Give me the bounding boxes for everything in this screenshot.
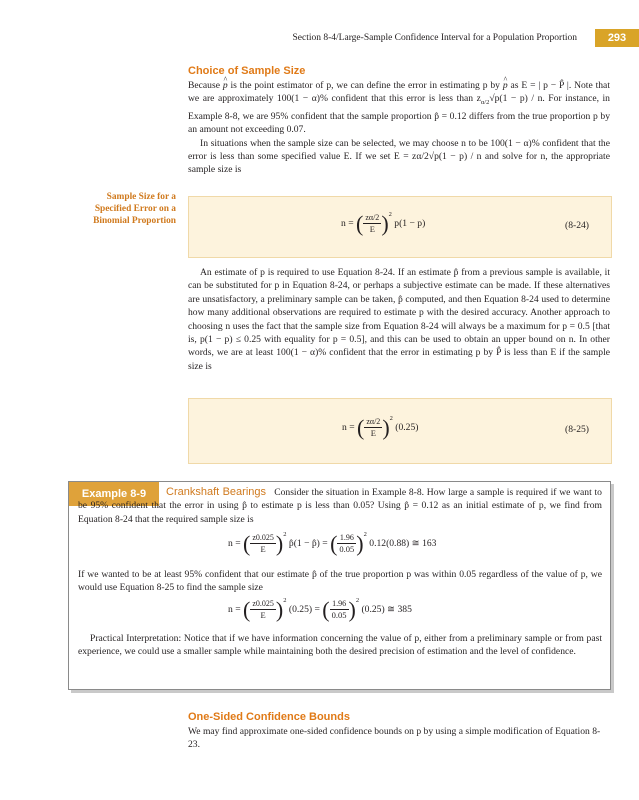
section2-body: We may find approximate one-sided confidence bounds on p by using a simple modification of Equation 8-23. xyxy=(188,726,601,751)
ex-eq2-paren-r1: ) xyxy=(275,597,284,622)
ex-eq2-num1: z0.025 xyxy=(252,599,274,608)
ex-eq1-mid: p̂(1 − p̂) = xyxy=(288,538,328,550)
ex-eq1-den2: 0.05 xyxy=(339,544,355,554)
p1-part-a: Because xyxy=(188,80,223,91)
eq25-tail: (0.25) xyxy=(395,422,419,434)
ex-eq1-lhs: n = xyxy=(228,538,241,550)
example-equation-2 xyxy=(228,597,412,623)
equation-box-8-25 xyxy=(188,398,612,464)
ex-eq1-num1: z0.025 xyxy=(252,533,274,542)
margin-note-sample-size: Sample Size for a Specified Error on a Binomial Proportion xyxy=(93,192,176,227)
paragraph-1 xyxy=(188,79,610,137)
ex-eq2-tail: (0.25) ≅ 385 xyxy=(361,604,412,616)
p1-part-d: α/2 xyxy=(480,99,490,107)
ex-eq1-paren-r2: ) xyxy=(356,531,364,556)
paren-right-25: ) xyxy=(382,415,390,440)
ex-eq2-den1: E xyxy=(260,610,266,620)
paren-right: ) xyxy=(381,211,389,236)
ex-eq2-paren-l1: ( xyxy=(243,597,251,622)
example-intro xyxy=(78,486,602,526)
eq24-denominator: E xyxy=(369,224,375,234)
p-hat-symbol-2: ^ p xyxy=(503,80,508,91)
running-header: Section 8-4/Large-Sample Confidence Interval for a Population Proportion xyxy=(292,33,577,43)
equation-number-8-24: (8-24) xyxy=(565,220,589,231)
ex-eq1-tail: 0.12(0.88) ≅ 163 xyxy=(369,538,437,550)
ex-eq2-paren-l2: ( xyxy=(322,597,330,622)
ex-eq2-exp2: 2 xyxy=(355,597,360,605)
paragraph-3: An estimate of p is required to use Equation 8-24. If an estimate p̂ from a previous sample is available, it can be substituted for p in Equation 8-24, or perhaps a subjective estimate can be made. If these alternatives are unsatisfactory, a preliminary sample can be taken, p̂ computed, and then Equation 8-24 used to determine how many additional observations are required to estimate p with the desired accuracy. Another approach to choosing n uses the fact that the sample size from Equation 8-24 will always be a maximum for p = 0.5 [that is, p(1 − p) ≤ 0.25 with equality for p = 0.5], and this can be used to obtain an upper bound on n. In other words, we are at least 100(1 − α)% confident that the error in estimating p by P̂ is less than E if the sample size is xyxy=(188,267,610,372)
example-title: Crankshaft Bearings xyxy=(166,486,266,498)
example-intro-text: Consider the situation in Example 8-8. How large a sample is required if we want to be 95% confident that the error in using p̂ to estimate p is less than 0.05? Using p̂ = 0.12 as an initial estimate of p, we find from Equation 8-24 that the required sample size is xyxy=(78,487,602,525)
eq25-numerator: zα/2 xyxy=(366,417,381,426)
eq25-fraction xyxy=(364,417,382,439)
ex-eq1-num2: 1.96 xyxy=(337,533,356,544)
ex-eq2-mid: (0.25) = xyxy=(288,604,320,616)
paragraph-2: In situations when the sample size can be selected, we may choose n to be 100(1 − α)% confident that the error is less than some specified value E. If we set E = zα/2√p(1 − p) / n and solve for n, the appropriate sample size is xyxy=(188,137,610,176)
ex-eq1-frac2 xyxy=(337,533,356,555)
eq24-lhs: n = xyxy=(341,218,354,230)
section-title-choice-of-sample-size: Choice of Sample Size xyxy=(188,65,306,77)
ex-eq1-paren-l1: ( xyxy=(243,531,251,556)
section1-body xyxy=(188,79,610,177)
p-hat-symbol: ^ p xyxy=(223,80,228,91)
eq24-fraction xyxy=(363,213,381,235)
equation-box-8-24 xyxy=(188,196,612,258)
equation-number-8-25: (8-25) xyxy=(565,424,589,435)
paren-left-25: ( xyxy=(357,415,365,440)
ex-eq1-exp2: 2 xyxy=(363,531,367,539)
eq25-denominator: E xyxy=(370,428,376,438)
example-label: Example 8-9 xyxy=(69,482,159,506)
p1-part-b: is the point estimator of p, we can define the error in estimating p by xyxy=(227,80,503,91)
p1-part-c: as E = | p − P̂ |. Note that we are approximately 100(1 − α)% confident that this error is less than z xyxy=(188,80,610,105)
ex-eq2-exp1: 2 xyxy=(283,597,287,605)
section-title-one-sided-bounds: One-Sided Confidence Bounds xyxy=(188,711,350,723)
ex-eq2-num2: 1.96 xyxy=(330,599,349,610)
equation-8-24 xyxy=(341,211,425,237)
eq24-tail: p(1 − p) xyxy=(394,218,426,230)
ex-eq2-paren-r2: ) xyxy=(348,597,356,622)
example-equation-1 xyxy=(228,531,436,557)
ex-eq2-den2: 0.05 xyxy=(331,610,347,620)
ex-eq2-lhs: n = xyxy=(228,604,241,616)
page-number: 293 xyxy=(595,29,639,47)
eq25-lhs: n = xyxy=(342,422,355,434)
example-interpretation: Practical Interpretation: Notice that if we have information concerning the value of p, either from a preliminary sample or from past experience, we could use a smaller sample while maintaining both the desired precision of estimation and the level of confidence. xyxy=(78,633,602,658)
example-middle-text: If we wanted to be at least 95% confident that our estimate p̂ of the true proportion p was within 0.05 regardless of the value of p, we would use Equation 8-25 to find the sample size xyxy=(78,569,602,594)
equation-8-25 xyxy=(342,415,418,441)
p1-part-e: √p(1 − p) / n. For instance, in Example 8-8, we are 95% confident that the sample proportion p̂ = 0.12 differs from the true proportion p by an amount not exceeding 0.07. xyxy=(188,93,610,136)
ex-eq1-paren-l2: ( xyxy=(330,531,338,556)
paren-left: ( xyxy=(356,211,364,236)
ex-eq2-frac2 xyxy=(330,599,349,621)
ex-eq1-paren-r1: ) xyxy=(275,531,284,556)
ex-eq2-frac1 xyxy=(250,599,276,621)
ex-eq1-frac1 xyxy=(250,533,276,555)
ex-eq1-den1: E xyxy=(260,544,266,554)
eq24-numerator: zα/2 xyxy=(365,213,380,222)
eq25-exponent: 2 xyxy=(389,415,393,423)
eq24-exponent: 2 xyxy=(388,211,392,219)
ex-eq1-exp1: 2 xyxy=(283,531,287,539)
